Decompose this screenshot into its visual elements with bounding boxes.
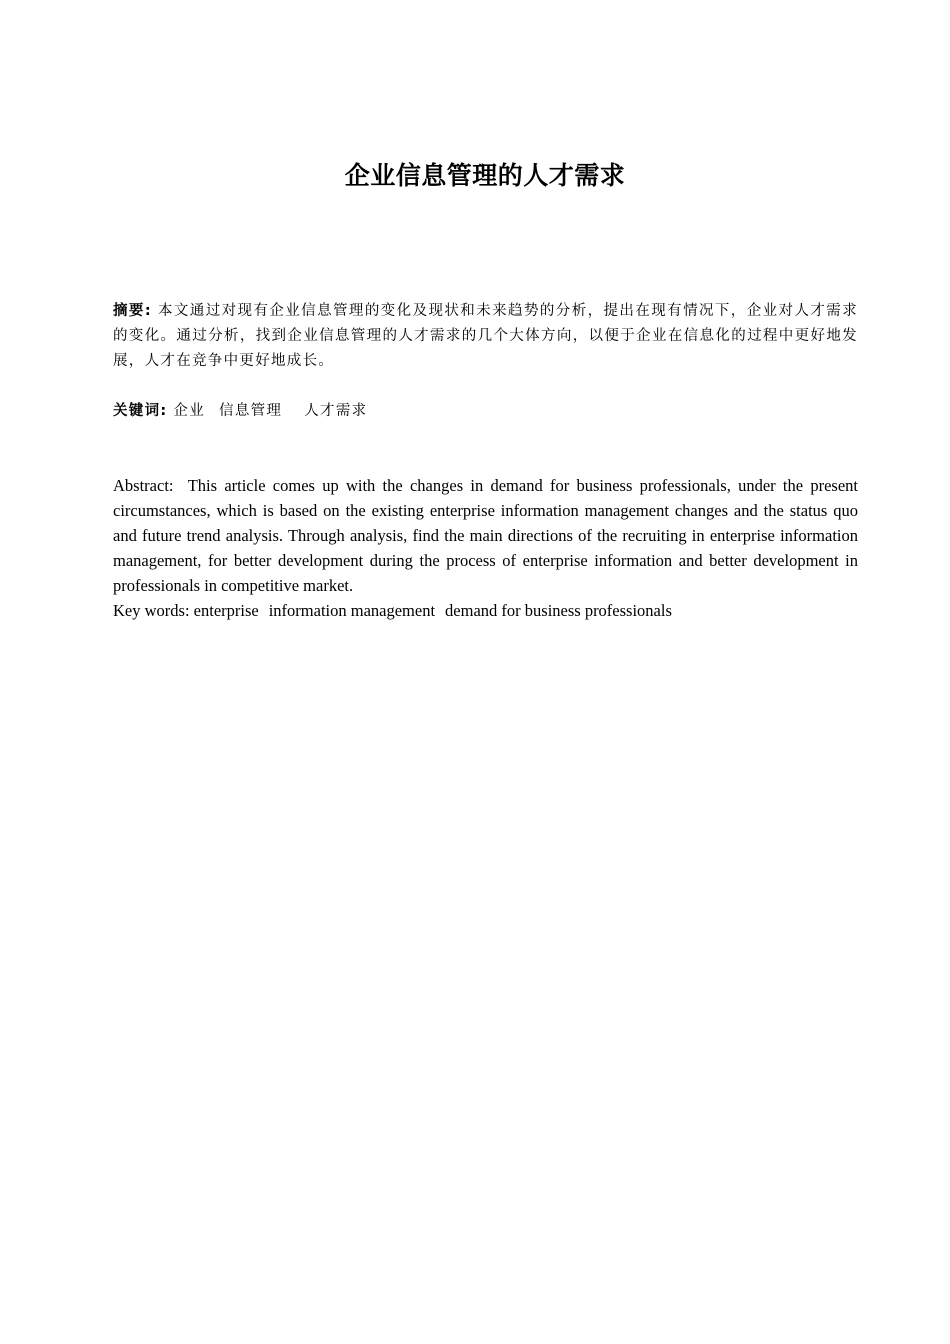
keywords-en-label: Key words: — [113, 601, 190, 620]
document-title: 企业信息管理的人才需求 — [344, 161, 626, 190]
keyword-cn-item: 人才需求 — [304, 403, 368, 419]
abstract-en-text: This article comes up with the changes in demand for business professionals, under the present circumstances, which is based on the existing enterprise information management changes and the status quo and future trend analysis. Through analysis, find the main directions of the recruiting in enterprise information management, for better development during the process of enterprise information and better development in professionals in competitive market. — [113, 476, 858, 595]
abstract-cn-text: 本文通过对现有企业信息管理的变化及现状和未来趋势的分析，提出在现有情况下，企业对人才需求的变化。通过分析，找到企业信息管理的人才需求的几个大体方向，以便于企业在信息化的过程中更好地发展，人才在竞争中更好地成长。 — [113, 303, 858, 369]
keywords-en — [113, 598, 858, 623]
abstract-en — [113, 473, 858, 598]
abstract-cn-label: 摘要: — [113, 303, 152, 319]
abstract-cn — [113, 299, 858, 374]
keyword-en-item: enterprise — [193, 601, 259, 620]
keyword-en-item: information management — [268, 601, 436, 620]
english-section — [113, 473, 858, 623]
keyword-cn-item: 企业 — [173, 403, 206, 419]
keyword-en-item: demand for business professionals — [445, 601, 672, 620]
keywords-cn — [113, 399, 858, 424]
keyword-cn-item: 信息管理 — [219, 403, 283, 419]
abstract-en-label: Abstract: — [113, 476, 174, 495]
keywords-cn-label: 关键词: — [113, 403, 168, 419]
